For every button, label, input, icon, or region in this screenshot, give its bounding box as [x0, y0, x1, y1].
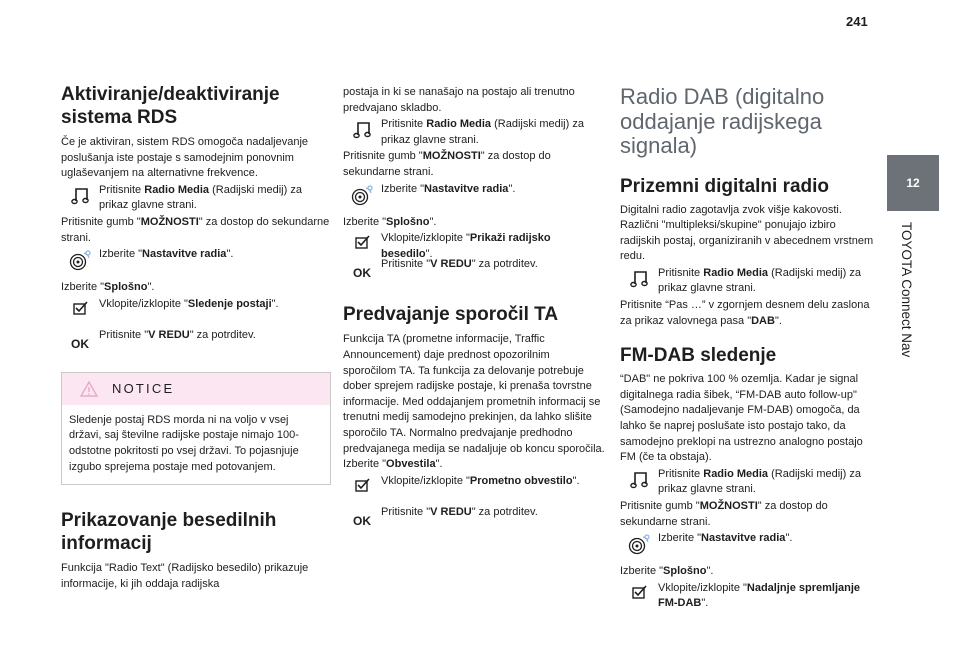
- text: ".: [429, 215, 437, 228]
- ok-icon: OK: [353, 266, 371, 281]
- text: Vklopite/izklopite ": [381, 232, 470, 245]
- text: ".: [508, 182, 516, 195]
- step-radio-settings: [620, 531, 878, 561]
- text-bold: Prometno obvestilo: [469, 474, 573, 487]
- text: Izberite ": [61, 281, 105, 294]
- radio-text-continued: postaja in ki se nanašajo na postajo ali trenutno predvajano skladbo.: [343, 86, 575, 114]
- step-radio-media: [343, 117, 605, 148]
- text-bold: V REDU: [148, 328, 190, 341]
- options-paragraph: [620, 499, 878, 530]
- step-confirm: [61, 328, 331, 358]
- text-bold: Nastavitve radia: [142, 248, 227, 261]
- text: Vklopite/izklopite ": [99, 297, 188, 310]
- text: ".: [435, 458, 443, 471]
- step-radio-media: [61, 183, 331, 214]
- notice-box: [61, 372, 331, 485]
- text-bold: V REDU: [430, 258, 472, 271]
- text-bold: Obvestila: [386, 458, 436, 471]
- text: ".: [706, 565, 714, 578]
- step-confirm: [343, 257, 605, 287]
- chapter-tab[interactable]: 12: [887, 155, 939, 211]
- text: (Radijski medij) za prikaz glavne strani.: [99, 183, 302, 212]
- options-paragraph: [343, 149, 605, 180]
- text-bold: MOŽNOSTI: [699, 500, 758, 512]
- text-bold: Nastavitve radia: [424, 182, 509, 195]
- text: Pritisnite ": [99, 328, 149, 341]
- checkbox-icon: [354, 234, 370, 250]
- text: (Radijski medij) za prikaz glavne strani.: [658, 467, 861, 496]
- column-2: [343, 0, 605, 536]
- text: Vklopite/izklopite ": [658, 581, 747, 594]
- radio-text-description: Funkcija "Radio Text" (Radijsko besedilo) prikazuje informacije, ki jih oddaja radijska: [61, 562, 309, 590]
- text: ".: [785, 532, 793, 545]
- announcements-paragraph: [343, 457, 605, 473]
- text-bold: Radio Media: [703, 467, 769, 480]
- text: " za potrditev.: [471, 258, 538, 271]
- step-radio-media: [620, 467, 878, 498]
- text-bold: Radio Media: [703, 266, 769, 279]
- heading-ta: Predvajanje sporočil TA: [343, 304, 559, 326]
- radio-settings-icon: [350, 185, 374, 207]
- text-bold: Splošno: [386, 215, 430, 228]
- step-toggle: [61, 297, 331, 327]
- page-number: 241: [846, 14, 868, 29]
- checkbox-icon: [354, 477, 370, 493]
- text: Pritisnite gumb ": [620, 500, 700, 512]
- text-bold: Radio Media: [144, 183, 210, 196]
- text: Izberite ": [658, 532, 702, 545]
- text: ".: [226, 248, 234, 261]
- text-bold: MOŽNOSTI: [422, 150, 481, 163]
- text: Izberite ": [343, 215, 387, 228]
- general-paragraph: [343, 215, 605, 231]
- checkbox-icon: [72, 300, 88, 316]
- text: ".: [147, 281, 155, 294]
- notice-title: NOTICE: [112, 381, 175, 397]
- text: Izberite ": [99, 248, 143, 261]
- music-note-icon: [630, 269, 648, 289]
- text: ".: [774, 314, 782, 327]
- text: Pritisnite gumb ": [343, 150, 423, 163]
- text: Vklopite/izklopite ": [381, 474, 470, 487]
- heading-fm-dab: FM-DAB sledenje: [620, 345, 777, 367]
- text-bold: MOŽNOSTI: [140, 215, 199, 228]
- text-bold: Nastavitve radia: [701, 532, 786, 545]
- text: " za potrditev.: [471, 505, 538, 518]
- radio-settings-icon: [68, 250, 92, 272]
- heading-ground-digital: Prizemni digitalni radio: [620, 175, 830, 197]
- text: Pritisnite “Pas …” v zgornjem desnem delu zaslona za prikaz valovnega pasa ": [620, 299, 870, 327]
- text: Pritisnite: [658, 467, 704, 480]
- text: Izberite ": [381, 182, 425, 195]
- options-paragraph: [61, 215, 331, 246]
- text: Pritisnite gumb ": [61, 215, 141, 228]
- text-bold: DAB: [751, 314, 775, 327]
- fm-dab-description: “DAB" ne pokriva 100 % ozemlja. Kadar je signal digitalnega radia šibek, “FM-DAB auto follow-up" (Samodejno nadaljevanje FM-DAB) omogoča, da lahko še naprej poslušate isto postajo tako, da samodejno preklopi na ustrezno analogno postajo FM (če ta obstaja).: [620, 373, 863, 464]
- text-bold: Splošno: [663, 565, 707, 578]
- step-radio-settings: [343, 182, 605, 212]
- text: ".: [572, 474, 580, 487]
- text: Pritisnite: [658, 266, 704, 279]
- heading-radio-text: Prikazovanje besedilnih informacij: [61, 510, 277, 555]
- text: Pritisnite ": [381, 258, 431, 271]
- text: (Radijski medij) za prikaz glavne strani.: [658, 266, 861, 295]
- text: ".: [701, 597, 709, 610]
- band-paragraph: [620, 298, 878, 329]
- text: (Radijski medij) za prikaz glavne strani.: [381, 118, 584, 146]
- general-paragraph: [620, 564, 878, 580]
- warning-icon: [80, 381, 98, 397]
- text: Pritisnite: [381, 118, 427, 131]
- text: ".: [425, 247, 433, 260]
- step-confirm: [343, 505, 605, 535]
- text-bold: Sledenje postaji: [187, 297, 272, 310]
- rds-description: Če je aktiviran, sistem RDS omogoča nadaljevanje poslušanja iste postaje s samodejnim ponovnim uglaševanjem na alternativne frekvence.: [61, 136, 309, 180]
- step-toggle: [620, 581, 878, 612]
- notice-header: [62, 373, 330, 405]
- column-1: [61, 0, 331, 592]
- music-note-icon: [71, 186, 89, 206]
- text: Izberite ": [343, 458, 387, 471]
- chapter-title: TOYOTA Connect Nav: [899, 222, 914, 358]
- text: Pritisnite: [99, 183, 145, 196]
- text-bold: Nadaljnje spremljanje FM-DAB: [658, 581, 861, 610]
- text: ".: [271, 297, 279, 310]
- checkbox-icon: [631, 584, 647, 600]
- music-note-icon: [630, 470, 648, 490]
- ground-digital-description: Digitalni radio zagotavlja zvok višje kakovosti. Različni "multipleksi/skupine" ponujajo izbiro radijskih postaj, organiziranih v abecednem vrstnem redu.: [620, 203, 874, 263]
- text: " za dostop do sekundarne strani.: [343, 150, 551, 178]
- text: Izberite ": [620, 565, 664, 578]
- radio-settings-icon: [627, 534, 651, 556]
- text-bold: V REDU: [430, 505, 472, 518]
- ok-icon: OK: [353, 513, 371, 528]
- text-bold: Radio Media: [426, 118, 492, 131]
- step-toggle: [343, 474, 605, 504]
- heading-dab: Radio DAB (digitalno oddajanje radijskega signala): [620, 84, 825, 158]
- text: " za dostop do sekundarne strani.: [61, 215, 330, 244]
- text: " za potrditev.: [189, 328, 256, 341]
- text-bold: Prikaži radijsko besedilo: [381, 232, 551, 260]
- text: Pritisnite ": [381, 505, 431, 518]
- general-paragraph: [61, 280, 331, 296]
- step-radio-settings: [61, 247, 331, 277]
- ta-description: Funkcija TA (prometne informacije, Traffic Announcement) daje prednost opozorilnim sporočilom TA. Ta funkcija za delovanje potrebuje dober sprejem radijske postaje, ki prenaša tovrstne informacije. Med oddajanjem prometnih informacij se trenutni medij samodejno prekinjen, da lahko slišite sporočilo TA. Normalno predvajanje predhodno predvajanega medija se nadaljuje ob koncu sporočila.: [343, 333, 605, 455]
- step-radio-media: [620, 266, 878, 297]
- heading-rds: Aktiviranje/deaktiviranje sistema RDS: [61, 84, 280, 128]
- column-3: [620, 0, 878, 613]
- text-bold: Splošno: [104, 281, 148, 294]
- ok-icon: OK: [71, 336, 89, 351]
- music-note-icon: [353, 120, 371, 140]
- text: " za dostop do sekundarne strani.: [620, 500, 828, 528]
- notice-text: Sledenje postaj RDS morda ni na voljo v vsej državi, saj številne radijske postaje nimajo 100-odstotne pokritosti po vsej državi. To pojasnjuje izgubo sprejema postaje med potovanjem.: [69, 413, 299, 473]
